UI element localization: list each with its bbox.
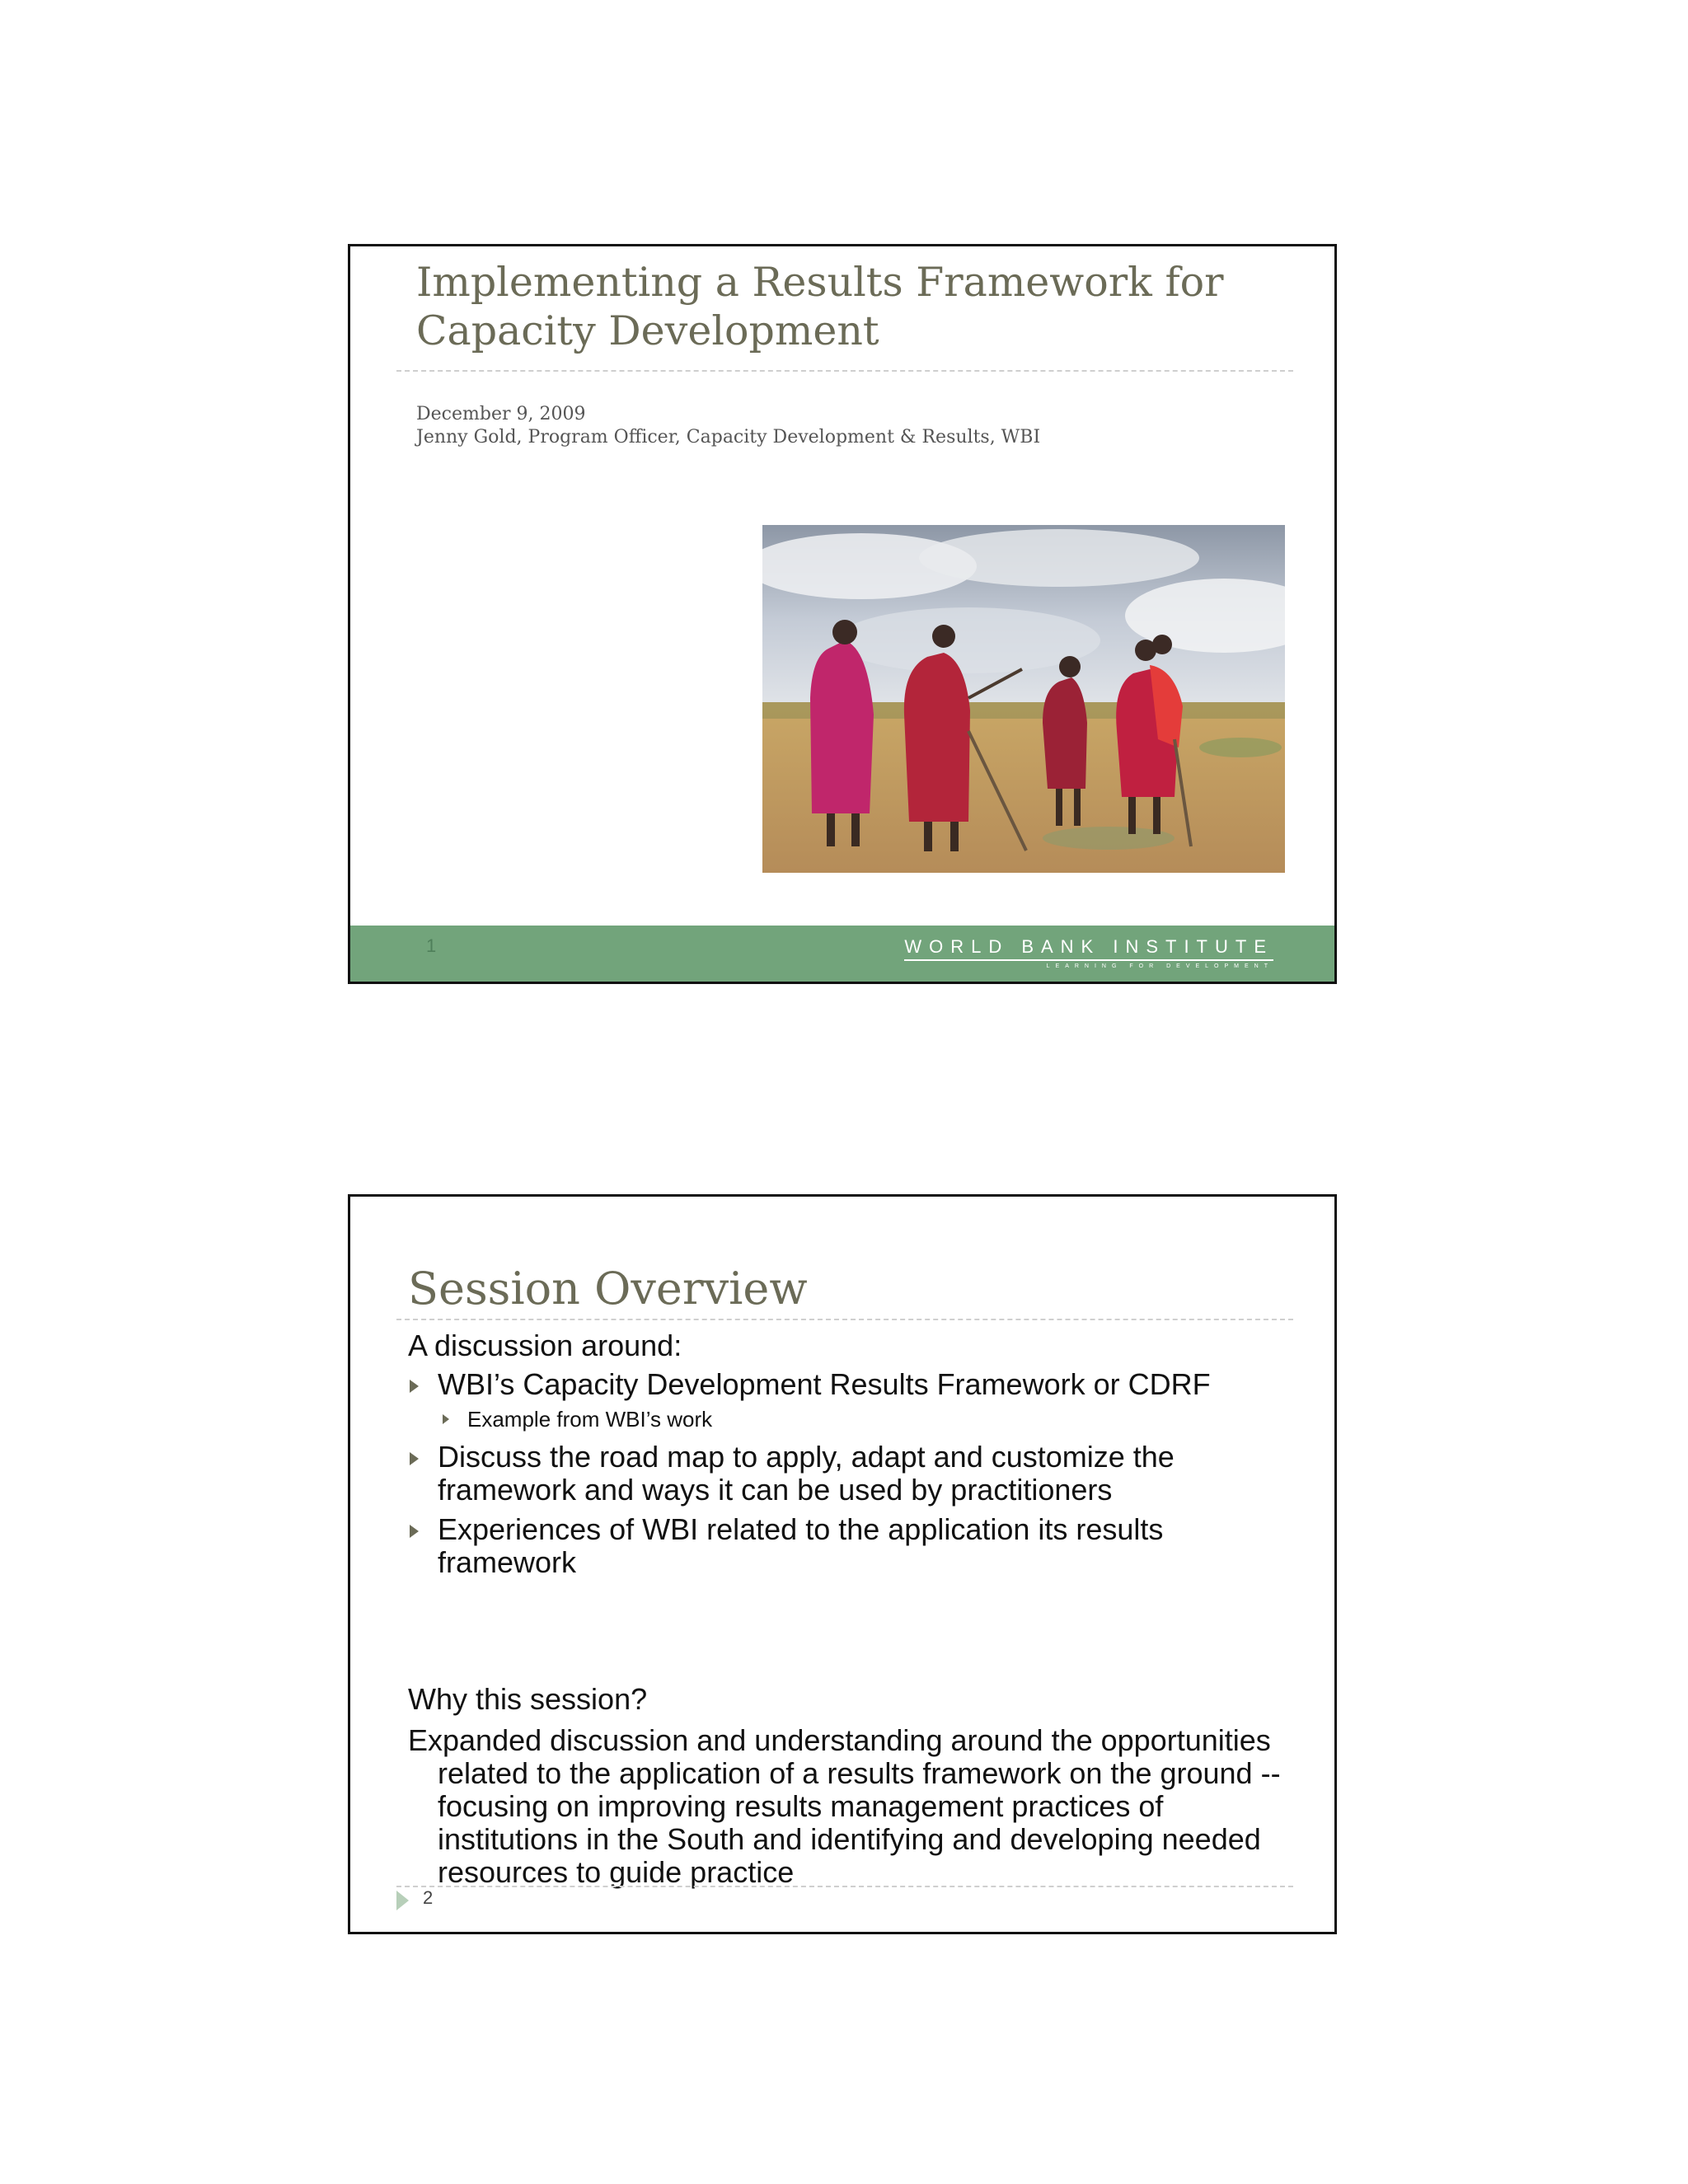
logo-tagline: LEARNING FOR DEVELOPMENT [1046,963,1273,969]
title-divider [396,1319,1293,1320]
bullet-text: Experiences of WBI related to the application its results framework [438,1512,1164,1579]
world-bank-institute-logo [904,937,1273,972]
maasai-photo [762,525,1285,873]
footer-triangle-icon [396,1891,409,1910]
slide-1 [348,244,1337,984]
presentation-date: December 9, 2009 [416,404,586,424]
logo-name: WORLD BANK INSTITUTE [904,937,1273,961]
bullet-text: Discuss the road map to apply, adapt and customize the framework and ways it can be used by practitioners [438,1440,1175,1507]
bullet-triangle-icon [410,1525,419,1538]
bullet-triangle-icon [410,1380,419,1393]
slide-body [408,1329,1282,1889]
title-divider [396,370,1293,372]
bullet-item [408,1368,1282,1401]
slide-footer [350,926,1334,982]
slide-number: 2 [423,1887,434,1908]
footer-divider [396,1886,1293,1887]
why-text: Expanded discussion and understanding around the opportunities related to the application of a results framework on the ground -- focusing on improving results management practices of institutions in the South and identifying and developing needed resources to guide practice [408,1723,1281,1889]
sub-bullet-item [408,1406,1282,1432]
presenter-info: Jenny Gold, Program Officer, Capacity Development & Results, WBI [416,427,1041,448]
bullet-triangle-icon [443,1414,449,1424]
bullet-item [408,1513,1282,1579]
sub-bullet-text: Example from WBI’s work [467,1407,713,1432]
bullet-text: WBI’s Capacity Development Results Framework or CDRF [438,1367,1211,1401]
slide-2 [348,1194,1337,1934]
bullet-item [408,1441,1282,1507]
presentation-meta [416,403,1040,449]
why-heading: Why this session? [408,1682,648,1716]
slide-title: Implementing a Results Framework for Capacity Development [416,259,1224,354]
slide-title: Session Overview [408,1263,808,1315]
slide-number: 1 [426,935,437,956]
bullet-triangle-icon [410,1452,419,1465]
intro-text: A discussion around: [408,1329,682,1362]
